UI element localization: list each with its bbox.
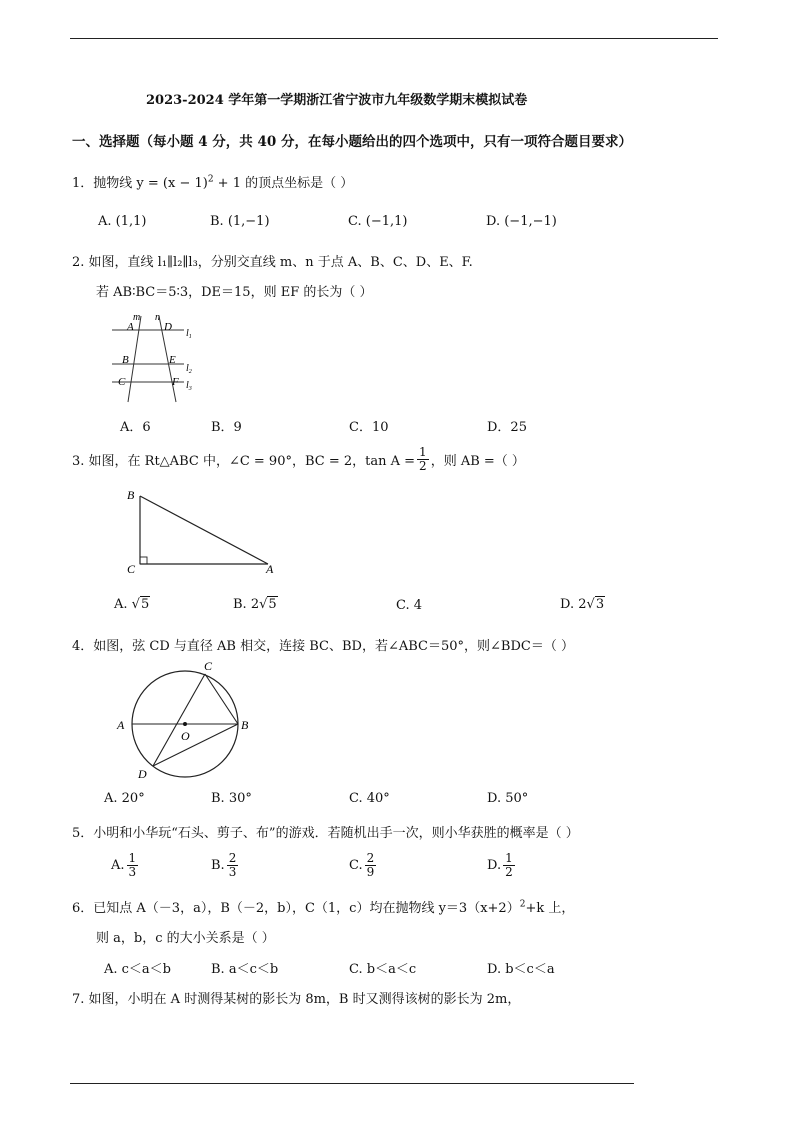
question-2-option-d[interactable]: D．25 xyxy=(487,420,527,435)
question-3-option-a[interactable]: A. √5 xyxy=(114,597,150,612)
question-1-option-d[interactable]: D. (−1,−1) xyxy=(486,214,557,229)
question-6-option-a[interactable]: A. c＜a＜b xyxy=(104,962,172,977)
question-2-stem-line2: 若 AB∶BC＝5∶3，DE＝15，则 EF 的长为（ ） xyxy=(96,285,373,300)
label-C: C xyxy=(127,562,136,576)
question-5-option-b[interactable]: B. $\frac{2}{3}$ xyxy=(211,851,237,879)
label-D: D xyxy=(164,321,172,333)
question-6-stem-line2: 则 a，b，c 的大小关系是（ ） xyxy=(96,931,275,946)
label-A: A xyxy=(266,562,274,576)
question-1-option-a[interactable]: A. (1,1) xyxy=(98,214,147,229)
label-l1: $l_1$ xyxy=(186,328,192,340)
question-2-figure xyxy=(100,308,200,408)
label-E: E xyxy=(169,354,176,366)
label-B: B xyxy=(241,718,249,732)
question-1-option-b[interactable]: B. (1,−1) xyxy=(210,214,270,229)
question-3-option-d[interactable]: D. 2√3 xyxy=(560,597,605,612)
label-C: C xyxy=(118,376,126,388)
label-l2: $l_2$ xyxy=(186,363,192,375)
question-4-stem: 4．如图，弦 CD 与直径 AB 相交，连接 BC、BD，若∠ABC＝50°，则∠BDC＝（ ） xyxy=(72,639,574,654)
question-4-option-d[interactable]: D. 50° xyxy=(487,791,529,806)
right-angle-mark xyxy=(140,557,147,564)
center-dot xyxy=(183,722,187,726)
question-4-option-c[interactable]: C. 40° xyxy=(349,791,390,806)
label-D: D xyxy=(138,767,147,781)
question-1-stem: 1．抛物线 $y = (x - 1)^2 + 1$ 的顶点坐标是（ ） xyxy=(72,174,354,191)
label-A: A xyxy=(117,718,125,732)
side-AB xyxy=(140,496,268,564)
question-3-stem: 3. 如图，在 Rt△ABC 中，∠C = 90°，BC = 2，tan A = $\frac{1}{2}$ ，则 AB =（ ） xyxy=(72,445,525,473)
label-O: O xyxy=(181,729,190,743)
label-B: B xyxy=(122,354,129,366)
question-5-option-c[interactable]: C. $\frac{2}{9}$ xyxy=(349,851,375,879)
question-6-option-d[interactable]: D. b＜c＜a xyxy=(487,962,555,977)
question-4-option-a[interactable]: A. 20° xyxy=(104,791,145,806)
footer-rule xyxy=(70,1083,634,1084)
question-3-option-c[interactable]: C. 4 xyxy=(396,598,423,613)
question-3-figure xyxy=(120,484,290,579)
chord-CD xyxy=(153,674,205,766)
segment-BD xyxy=(153,724,238,766)
label-C: C xyxy=(204,659,213,673)
question-7-stem: 7. 如图，小明在 A 时测得某树的影长为 8m，B 时又测得该树的影长为 2m， xyxy=(72,992,521,1007)
question-2-stem: 2. 如图，直线 l₁∥l₂∥l₃，分别交直线 m、n 于点 A、B、C、D、E、F. xyxy=(72,255,473,270)
label-n: n xyxy=(155,312,160,323)
question-3-option-b[interactable]: B. 2√5 xyxy=(233,597,277,612)
question-6-option-b[interactable]: B. a＜c＜b xyxy=(211,962,279,977)
question-6-stem: 6．已知点 A（－3，a），B（－2，b），C（1，c）均在抛物线 $y=3(x+2)^2+k$ 上， xyxy=(72,899,575,916)
question-2-option-a[interactable]: A．6 xyxy=(120,420,151,435)
fraction-one-half: $\frac{1}{2}$ xyxy=(419,445,427,473)
label-l3: $l_3$ xyxy=(186,380,192,392)
question-5-stem: 5．小明和小华玩“石头、剪子、布”的游戏．若随机出手一次，则小华获胜的概率是（ ） xyxy=(72,826,579,841)
section-heading: 一、选择题（每小题 4 分，共 40 分，在每小题给出的四个选项中，只有一项符合题目要求） xyxy=(72,134,632,150)
question-6-option-c[interactable]: C. b＜a＜c xyxy=(349,962,417,977)
question-4-figure xyxy=(112,657,262,785)
question-2-option-c[interactable]: C．10 xyxy=(349,420,389,435)
segment-BC xyxy=(205,674,238,724)
question-4-option-b[interactable]: B. 30° xyxy=(211,791,252,806)
label-m: m xyxy=(133,312,141,323)
question-5-option-a[interactable]: A. $\frac{1}{3}$ xyxy=(111,851,137,879)
question-5-option-d[interactable]: D. $\frac{1}{2}$ xyxy=(487,851,513,879)
label-B: B xyxy=(127,488,135,502)
question-1-option-c[interactable]: C. (−1,1) xyxy=(348,214,408,229)
label-F: F xyxy=(172,376,179,388)
header-rule xyxy=(70,38,718,39)
label-A: A xyxy=(127,321,134,333)
question-2-option-b[interactable]: B．9 xyxy=(211,420,242,435)
page-title: 2023-2024 学年第一学期浙江省宁波市九年级数学期末模拟试卷 xyxy=(146,93,528,108)
